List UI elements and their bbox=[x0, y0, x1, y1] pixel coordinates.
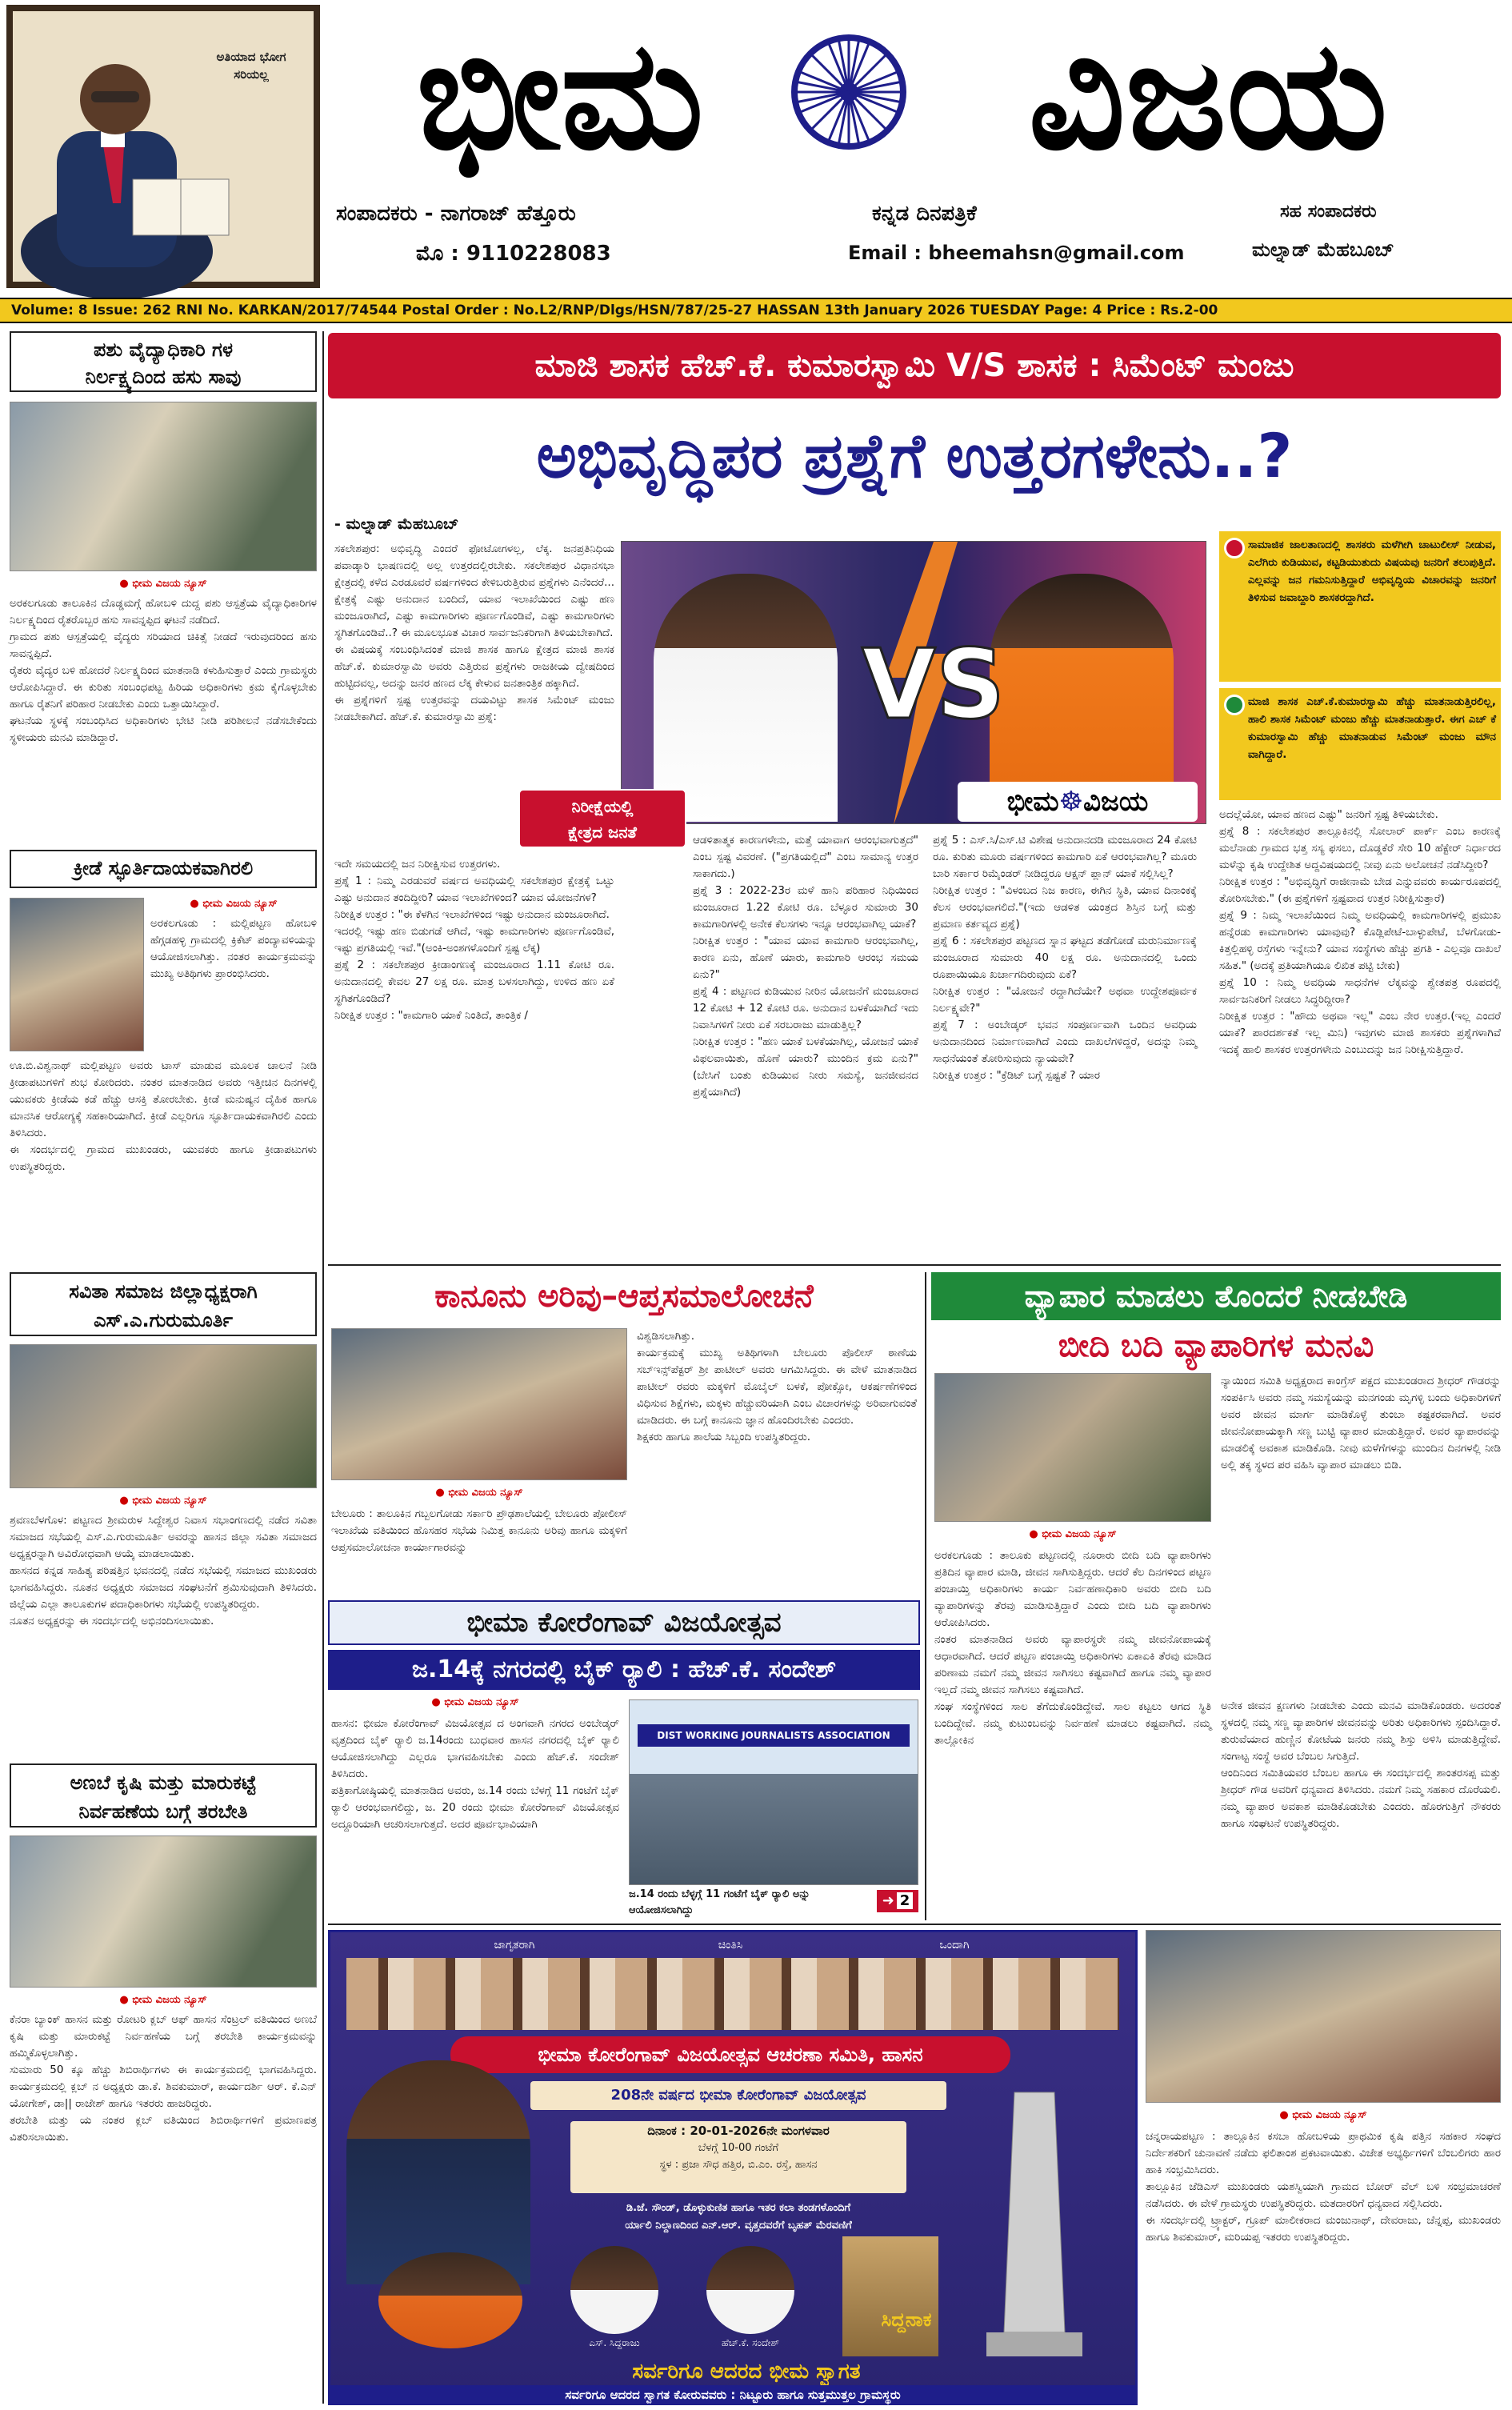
article-body: ಬೇಲೂರು : ತಾಲೂಕಿನ ಗಬ್ಬಲಗೋಡು ಸರ್ಕಾರಿ ಪ್ರೌಢಶಾಲೆಯಲ್ಲಿ ಬೇಲೂರು ಪೋಲೀಸ್ ಇಲಾಖೆಯ ವತಿಯಿಂದ ಹೊಸಹರ ಸಭೆಯ ನಿಮಿತ್ತ ಕಾನೂನು ಅರಿವು ಹಾಗೂ ಮಕ್ಕಳಿಗೆ ಆಪ್ತಸಮಾಲೋಚನಾ ಕಾರ್ಯಾಗಾರವನ್ನು bbox=[331, 1507, 627, 1554]
article-byline: ● ಭೀಮ ವಿಜಯ ನ್ಯೂಸ್ bbox=[119, 578, 207, 590]
article-body: ಅರಕಲಗೂಡು : ಮಲ್ಲಿಪಟ್ಟಣ ಹೋಬಳಿ ಹೆಗ್ಗಡಹಳ್ಳಿ ಗ್ರಾಮದಲ್ಲಿ ಕ್ರಿಕೆಟ್ ಪಂದ್ಯಾವಳಿಯನ್ನು ಆಯೋಜಿಸಲಾಗಿತ್ತು. ನಂತರ ಕಾರ್ಯಕ್ರಮವನ್ನು ಮುಖ್ಯ ಅತಿಥಿಗಳು ಪ್ರಾರಂಭಿಸಿದರು. bbox=[150, 917, 317, 980]
ad-welcome: ಸರ್ವರಿಗೂ ಆದರದ ಭೀಮ ಸ್ವಾಗತ bbox=[632, 2360, 861, 2384]
section-divider bbox=[328, 1924, 1501, 1925]
right-callout-1 bbox=[1219, 531, 1501, 682]
ad-warrior-image bbox=[842, 2236, 938, 2356]
vs-graphic bbox=[621, 541, 1206, 824]
sports-event-photo bbox=[10, 898, 144, 1051]
photo-caption: ಜ.14 ರಂದು ಬೆಳ್ಳಗ್ಗೆ 11 ಗಂಟೆಗೆ ಬೈಕ್ ರ್‍ಯಾಲಿ ಅನ್ನು ಆಯೋಜಿಸಲಾಗಿದ್ದು bbox=[629, 1888, 810, 1916]
ad-tag-right: ಒಂದಾಗಿ bbox=[939, 1939, 970, 1952]
arrow-right-icon: ➜ bbox=[882, 1892, 894, 1909]
vs-caption: ನಿರೀಕ್ಷೆಯಲ್ಲಿ ಕ್ಷೇತ್ರದ ಜನತೆ bbox=[568, 797, 637, 842]
koregaon-title-box bbox=[328, 1600, 920, 1645]
callout-bullet-icon bbox=[1224, 538, 1245, 558]
article-byline: ● ಭೀಮ ವಿಜಯ ನ್ಯೂಸ್ bbox=[435, 1487, 523, 1499]
portrait-caption: ಅತಿಯಾದ ಭೋಗ ಸರಿಯಲ್ಲ bbox=[216, 50, 286, 82]
ad-leaders-row bbox=[346, 1958, 1119, 2030]
brand-overlay-right: ವಿಜಯ bbox=[1083, 786, 1149, 818]
article-body: ಶ್ರವಣಬೆಳಗೊಳ: ಪಟ್ಟಣದ ಶ್ರೀಮರುಳ ಸಿದ್ದೇಶ್ವರ ನಿವಾಸ ಸಭಾಂಗಣದಲ್ಲಿ ನಡೆದ ಸವಿತಾ ಸಮಾಜದ ಸಭೆಯಲ್ಲಿ ಎಸ್.ಎ.ಗುರುಮೂರ್ತಿ ಅವರನ್ನು ಹಾಸನ ಜಿಲ್ಲಾ ಸವಿತಾ ಸಮಾಜದ ಅಧ್ಯಕ್ಷರನ್ನಾಗಿ ಅವಿರೋಧವಾಗಿ ಆಯ್ಕೆ ಮಾಡಲಾಯಿತು. ಹಾಸನದ ಕನ್ನಡ ಸಾಹಿತ್ಯ ಪರಿಷತ್ತಿನ ಭವನದಲ್ಲಿ ನಡೆದ ಸಭೆಯಲ್ಲಿ ಸಮಾಜದ ಮುಖಂಡರು ಭಾಗವಹಿಸಿದ್ದರು. ನೂತನ ಅಧ್ಯಕ್ಷರು ಸಮಾಜದ ಸಂಘಟನೆಗೆ ಶ್ರಮಿಸುವುದಾಗಿ ತಿಳಿಸಿದರು. ಜಿಲ್ಲೆಯ ಎಲ್ಲಾ ತಾಲೂಕುಗಳ ಪದಾಧಿಕಾರಿಗಳು ಸಭೆಯಲ್ಲಿ ಉಪಸ್ಥಿತರಿದ್ದರು. ನೂತನ ಅಧ್ಯಕ್ಷರನ್ನು ಈ ಸಂದರ್ಭದಲ್ಲಿ ಅಭಿನಂದಿಸಲಾಯಿತು. bbox=[10, 1514, 317, 1627]
lead-author: - ಮಲ್ನಾಡ್ ಮೆಹಬೂಬ್ bbox=[334, 515, 459, 533]
vs-text-icon bbox=[854, 630, 1006, 742]
lead-body: ಆಡಳಿತಾತ್ಮಕ ಕಾರಣಗಳೇನು, ಮತ್ತೆ ಯಾವಾಗ ಆರಂಭವಾಗುತ್ತದೆ" ಎಂಬ ಸ್ಪಷ್ಟ ವಿವರಣೆ. ("ಪ್ರಗತಿಯಲ್ಲಿದೆ" ಎಂಬ ಸಾಮಾನ್ಯ ಉತ್ತರ ಸಾಕಾಗದು.) ಪ್ರಶ್ನೆ 3 : 2022-23ರ ಮಳೆ ಹಾನಿ ಪರಿಹಾರ ನಿಧಿಯಿಂದ ಮಂಜೂರಾದ 1.22 ಕೋಟಿ ರೂ. ಬೆಳ್ಳೂರ ಸುಮಾರು 30 ಕಾಮಗಾರಿಗಳಲ್ಲಿ ಅನೇಕ ಕೆಲಸಗಳು ಇನ್ನೂ ಆರಂಭವಾಗಿಲ್ಲ ಯಾಕೆ? ನಿರೀಕ್ಷಿತ ಉತ್ತರ : "ಯಾವ ಯಾವ ಕಾಮಗಾರಿ ಆರಂಭವಾಗಿಲ್ಲ, ಕಾರಣ ಏನು, ಹೊಣೆ ಯಾರು, ಕಾಮಗಾರಿ ಆರಂಭ ಸಮಯ ಏನು?" ಪ್ರಶ್ನೆ 4 : ಪಟ್ಟಣದ ಕುಡಿಯುವ ನೀರಿನ ಯೋಜನೆಗೆ ಮಂಜೂರಾದ 12 ಕೋಟಿ + 12 ಕೋಟಿ ರೂ. ಅನುದಾನ ಬಳಕೆಯಾಗಿದೆ ಇದು ನಿವಾಸಿಗಳಿಗೆ ನೀರು ಏಕೆ ಸರಬರಾಜು ಮಾಡುತ್ತಿಲ್ಲ? ನಿರೀಕ್ಷಿತ ಉತ್ತರ : "ಹಣ ಯಾಕೆ ಬಳಕೆಯಾಗಿಲ್ಲ, ಯೋಜನೆ ಯಾಕೆ ವಿಫಲವಾಯಿತು, ಹೊಣೆ ಯಾರು? ಮುಂದಿನ ಕ್ರಮ ಏನು?" (ಬೇಸಿಗೆ ಬಂತು ಕುಡಿಯುವ ನೀರು ಸಮಸ್ಯೆ, ಜನಜೀವನದ ಪ್ರಶ್ನೆಯಾಗಿದೆ) bbox=[693, 834, 918, 1099]
ad-date: ದಿನಾಂಕ : 20-01-2026ನೇ ಮಂಗಳವಾರ bbox=[647, 2124, 830, 2138]
article-cow-death-heading: ಪಶು ವೈದ್ಯಾಧಿಕಾರಿ ಗಳ ನಿರ್ಲಕ್ಷ್ಯದಿಂದ ಹಸು ಸಾವು bbox=[10, 331, 317, 392]
trade-heading: ವ್ಯಾಪಾರ ಮಾಡಲು ತೊಂದರೆ ನೀಡಬೇಡಿ bbox=[1024, 1279, 1408, 1314]
lead-kicker-bar bbox=[328, 333, 1501, 398]
koregaon-subtitle: ಜ.14ಕ್ಕೆ ನಗರದಲ್ಲಿ ಬೈಕ್ ರ್‍ಯಾಲಿ : ಹೆಚ್.ಕೆ. ಸಂದೇಶ್ bbox=[328, 1650, 920, 1690]
ad-details-panel bbox=[570, 2121, 906, 2193]
press-meet-photo bbox=[629, 1699, 918, 1885]
article-body: ನ್ಯಾಯಿಂದ ಸಮಿತಿ ಅಧ್ಯಕ್ಷರಾದ ಕಾಂಗ್ರೆಸ್ ಪಕ್ಷದ ಮುಖಂಡರಾದ ಶ್ರೀಧರ್ ಗೌಡರನ್ನು ಸಂಪರ್ಕಿಸಿ ಅವರು ನಮ್ಮ ಸಮಸ್ಯೆಯನ್ನು ಮನಗಂಡು ಮೃಗಳ್ಳಿ ಬಂದು ಅಧಿಕಾರಿಗಳಿಗೆ ಅವರ ಜೀವನ ಮಾರ್ಗ ಮಾಡಿಕೊಳ್ಳೆ ತುಂಬಾ ಕಷ್ಟಕರವಾಗಿದೆ. ಅವರ ಜೀವನೋಪಾಯಕ್ಕಾಗಿ ಸಣ್ಣ ಬುಟ್ಟಿ ವ್ಯಾಪಾರ ಮಾಡುತ್ತಿದ್ದಾರೆ. ಅವರ ವ್ಯಾಪಾರವನ್ನು ಮಾಡಲಿಕ್ಕೆ ಅವಕಾಶ ಮಾಡಿಕೊಡಿ. ನೀವು ಮಳೆಗೆಗಳನ್ನು ಮುಂದಿನ ದಿನಗಳಲ್ಲಿ ನೀಡಿ ಅಲ್ಲಿ ತಕ್ಕ ಸ್ಥಳದ ಪರ ವಹಿಸಿ ವ್ಯಾಪಾರ ಮಾಡಲು ಬಿಡಿ. bbox=[1221, 1375, 1501, 1471]
callout-text: ಸಾಮಾಜಿಕ ಜಾಲತಾಣದಲ್ಲಿ ಶಾಸಕರು ಮಳೆಗೀಗಿ ಚಾಟುಲೀಸ್ ನೀಡುವ, ಎಲೆಗಿರು ಕುಡಿಯುವ, ಕಟ್ಟಡಿಯುತುದು ವಿಷಯವು ಜನರಿಗೆ ತಲುಪುತ್ತಿದೆ. ಎಲ್ಲವನ್ನು ಜನ ಗಮನಿಸುತ್ತಿದ್ದಾರೆ ಅಭಿವೃದ್ಧಿಯ ವಿಚಾರವನ್ನು ಜನರಿಗೆ ತಿಳಿಸುವ ಜವಾಬ್ದಾರಿ ಶಾಸಕರದ್ದಾಗಿದೆ. bbox=[1248, 538, 1496, 604]
trade-heading-box bbox=[931, 1272, 1501, 1320]
ad-edition-bar bbox=[530, 2081, 946, 2110]
issue-info: Volume: 8 Issue: 262 RNI No. KARKAN/2017/74544 Postal Order : No.L2/RNP/Dlgs/HSN/787/25-27 HASSAN 13th January 2026 TUESDAY Page: 4 Price : Rs.2-00 bbox=[11, 302, 1218, 318]
ad-tag-mid: ಚಿಂತಿಸಿ bbox=[718, 1939, 743, 1952]
svg-text:VS: VS bbox=[862, 630, 1006, 741]
masthead-email: Email : bheemahsn@gmail.com bbox=[848, 242, 1185, 264]
article-mushroom-heading: ಅಣಬೆ ಕೃಷಿ ಮತ್ತು ಮಾರುಕಟ್ಟೆ ನಿರ್ವಹಣೆಯ ಬಗ್ಗೆ ತರಬೇತಿ bbox=[10, 1763, 317, 1828]
brand-overlay bbox=[958, 782, 1198, 822]
callout-text: ಮಾಜಿ ಶಾಸಕ ಎಚ್.ಕೆ.ಕುಮಾರಸ್ವಾಮಿ ಹೆಚ್ಚು ಮಾತನಾಡುತ್ತಿರಲಿಲ್ಲ, ಹಾಲಿ ಶಾಸಕ ಸಿಮೆಂಟ್ ಮಂಜು ಹೆಚ್ಚು ಮಾತನಾಡುತ್ತಾರೆ. ಈಗ ಎಚ್ ಕೆ ಕುಮಾರಸ್ವಾಮಿ ಹೆಚ್ಚು ಮಾತನಾಡುವ ಸಿಮೆಂಟ್ ಮಂಜು ಮೌನ ವಾಗಿದ್ದಾರೆ. bbox=[1248, 695, 1496, 761]
school-event-photo bbox=[331, 1328, 627, 1480]
lead-body: ಸಕಲೇಶಪುರ: ಅಭಿವೃದ್ಧಿ ಎಂದರೆ ಫೋಟೋಗಳಲ್ಲ, ಲೆಕ್ಕ. ಜನಪ್ರತಿನಿಧಿಯ ಪವಾಡ್ಕಾರಿ ಭಾಷಣದಲ್ಲಿ ಅಲ್ಲ ಉತ್ತರದಲ್ಲಿರಬೇಕು. ಸಕಲೇಶಪುರ ವಿಧಾನಸಭಾ ಕ್ಷೇತ್ರದಲ್ಲಿ ಕಳೆದ ಎರಡೂವರೆ ವರ್ಷಗಳಿಂದ ಕೇಳಿಬರುತ್ತಿರುವ ಪ್ರಶ್ನೆಗಳು ಎನೆಂದರೆ... ಕ್ಷೇತ್ರಕ್ಕೆ ಎಷ್ಟು ಅನುದಾನ ಬಂದಿದೆ, ಯಾವ ಇಲಾಖೆಯಿಂದ ಎಷ್ಟು ಹಣ ಮಂಜೂರಾಗಿದೆ, ಎಷ್ಟು ಕಾಮಗಾರಿಗಳು ಪೂರ್ಣಗೊಂಡಿವೆ, ಎಷ್ಟು ಕಾಮಗಾರಿಗಳು ಸ್ಥಗಿತಗೊಂಡಿವೆ..? ಈ ಮೂಲಭೂತ ವಿಚಾರ ಸಾರ್ವಜನಿಕರಿಗಾಗಿ ತಿಳಿಯಬೇಕಾಗಿದೆ. ಈ ವಿಷಯಕ್ಕೆ ಸಂಬಂಧಿಸಿದಂತೆ ಮಾಜಿ ಶಾಸಕ ಹಾಗೂ ಕ್ಷೇತ್ರದ ಮಾಜಿ ಶಾಸಕ ಹೆಚ್.ಕೆ. ಕುಮಾರಸ್ವಾಮಿ ಅವರು ಎತ್ತಿರುವ ಪ್ರಶ್ನೆಗಳು ರಾಜಕೀಯ ದ್ವೇಷದಿಂದ ಹುಟ್ಟಿದವಲ್ಲ, ಅದನ್ನು ಜನರ ಹಣದ ಲೆಕ್ಕ ಕೇಳುವ ಜನತಾಂತ್ರಿಕ ಹಕ್ಕಾಗಿದೆ. ಈ ಪ್ರಶ್ನೆಗಳಿಗೆ ಸ್ಪಷ್ಟ ಉತ್ತರವನ್ನು ದಯವಿಟ್ಟು ಶಾಸಕ ಸಿಮೆಂಟ್ ಮಂಜು ನೀಡಬೇಕಾಗಿದೆ. ಹೆಚ್.ಕೆ. ಕುಮಾರಸ್ವಾಮಿ ಪ್ರಶ್ನೆ: bbox=[334, 542, 614, 723]
article-sports-heading: ಕ್ರೀಡೆ ಸ್ಫೂರ್ತಿದಾಯಕವಾಗಿರಲಿ bbox=[10, 850, 317, 888]
masthead-title-right: ವಿಜಯ bbox=[1028, 8, 1388, 183]
page-number: 2 bbox=[897, 1892, 914, 1909]
vs-caption-box bbox=[518, 789, 686, 848]
ad-time: ಬೆಳಗ್ಗೆ 10-00 ಗಂಟೆಗೆ bbox=[698, 2142, 779, 2154]
ad-tag-left: ಜಾಗೃತರಾಗಿ bbox=[494, 1939, 535, 1952]
felicitation-photo bbox=[10, 1344, 317, 1488]
victory-pillar-icon bbox=[970, 2092, 1098, 2356]
article-byline: ● ಭೀಮ ವಿಜಯ ನ್ಯೂಸ್ bbox=[119, 1994, 207, 2006]
editor-name: ಸಂಪಾದಕರು - ನಾಗರಾಜ್ ಹೆತ್ತೂರು bbox=[336, 202, 576, 226]
right-callout-2 bbox=[1219, 688, 1501, 800]
ad-org: ಭೀಮಾ ಕೋರೆಂಗಾವ್ ವಿಜಯೋತ್ಸವ ಆಚರಣಾ ಸಮಿತಿ, ಹಾಸನ bbox=[538, 2044, 923, 2066]
left-column bbox=[10, 331, 317, 2405]
article-body: ವಿಶ್ವಡಿಸಲಾಗಿತ್ತು. ಕಾರ್ಯಕ್ರಮಕ್ಕೆ ಮುಖ್ಯ ಅತಿಥಿಗಳಾಗಿ ಬೇಲೂರು ಪೊಲೀಸ್ ಠಾಣೆಯ ಸಬ್‌ಇನ್ಸ್‌ಪೆಕ್ಟರ್ ಶ್ರೀ ಪಾಟೀಲ್ ಅವರು ಆಗಮಿಸಿದ್ದರು. ಈ ವೇಳೆ ಮಾತನಾಡಿದ ಪಾಟೀಲ್ ರವರು ಮಕ್ಕಳಿಗೆ ಮೊಬೈಲ್ ಬಳಕೆ, ಪೋಕ್ಸೋ, ಆಕರ್ಷಣೆಗಳಿಂದ ವಿಧಿಸುವ ಶಿಕ್ಷೆಗಳು, ಮಕ್ಕಳು ಹೆಚ್ಚುವರಿಯಾಗಿ ಎಂಬ ವಿಚಾರಗಳನ್ನು ಅರಿವಾಗುವಂತೆ ಮಾಡಿದರು. ಈ ಬಗ್ಗೆ ಕಾನೂನು ಜ್ಞಾನ ಹೊಂದಿರಬೇಕು ಎಂದರು. ಶಿಕ್ಷಕರು ಹಾಗೂ ಶಾಲೆಯ ಸಿಬ್ಬಂದಿ ಉಪಸ್ಥಿತರಿದ್ದರು. bbox=[637, 1330, 917, 1443]
article-body: ಕೆನರಾ ಬ್ಯಾಂಕ್ ಹಾಸನ ಮತ್ತು ರೋಟರಿ ಕ್ಲಬ್ ಆಫ್ ಹಾಸನ ಸೆಂಟ್ರಲ್ ವತಿಯಿಂದ ಅಣಬೆ ಕೃಷಿ ಮತ್ತು ಮಾರುಕಟ್ಟೆ ನಿರ್ವಹಣೆಯ ಬಗ್ಗೆ ತರಬೇತಿ ಕಾರ್ಯಕ್ರಮವನ್ನು ಹಮ್ಮಿಕೊಳ್ಳಲಾಗಿತ್ತು. ಸುಮಾರು 50 ಕ್ಕೂ ಹೆಚ್ಚು ಶಿಬಿರಾರ್ಥಿಗಳು ಈ ಕಾರ್ಯಕ್ರಮದಲ್ಲಿ ಭಾಗವಹಿಸಿದ್ದರು. ಕಾರ್ಯಕ್ರಮದಲ್ಲಿ ಕ್ಲಬ್ ನ ಅಧ್ಯಕ್ಷರು ಡಾ.ಕೆ. ಶಿವಕುಮಾರ್, ಕಾರ್ಯದರ್ಶಿ ಆರ್. ಕೆ.ಎನ್ ಯೋಗೇಶ್, ಡಾ|| ರಾಜೇಶ್ ಹಾಗೂ ಇತರರು ಹಾಜರಿದ್ದರು. ತರಬೇತಿ ಮತ್ತು ಯ ನಂತರ ಕ್ಲಬ್ ವತಿಯಿಂದ ಶಿಬಿರಾರ್ಥಿಗಳಿಗೆ ಪ್ರಮಾಣಪತ್ರ ವಿತರಿಸಲಾಯಿತು. bbox=[10, 2013, 317, 2144]
article-body: ಚನ್ನರಾಯಪಟ್ಟಣ : ತಾಲ್ಲೂಕಿನ ಕಸಬಾ ಹೋಬಳಿಯ ಪ್ರಾಥಮಿಕ ಕೃಷಿ ಪತ್ತಿನ ಸಹಕಾರ ಸಂಘದ ನಿರ್ದೇಶಕರಿಗೆ ಚುನಾವಣೆ ನಡೆದು ಫಲಿತಾಂಶ ಪ್ರಕಟವಾಯಿತು. ವಿಜೇತ ಅಭ್ಯರ್ಥಿಗಳಿಗೆ ಬೆಂಬಲಿಗರು ಹಾರ ಹಾಕಿ ಸಂಭ್ರಮಿಸಿದರು. ತಾಲ್ಲೂಕಿನ ಜೆಡಿಎಸ್ ಮುಖಂಡರು ಯಶಸ್ವಿಯಾಗಿ ಗ್ರಾಮದ ಬೋರ್ ವೆಲ್ ಬಳಿ ಸಂಭ್ರಮಾಚರಣೆ ನಡೆಸಿದರು. ಈ ವೇಳೆ ಗ್ರಾಮಸ್ಥರು ಉಪಸ್ಥಿತರಿದ್ದರು. ಮತದಾರರಿಗೆ ಧನ್ಯವಾದ ಸಲ್ಲಿಸಿದರು. ಈ ಸಂದರ್ಭದಲ್ಲಿ ಟ್ರ್ಯಾಕ್ಟರ್, ಗ್ರೂಪ್ ಮಾಲೀಕರಾದ ಮಂಜುನಾಥ್, ದೇವರಾಜು, ಚೆನ್ನಪ್ಪ, ಮುಖಂಡರು ಹಾಗೂ ಶಿವಕುಮಾರ್, ಮರಿಯಪ್ಪ ಇತರರು ಉಪಸ್ಥಿತರಿದ್ದರು. bbox=[1146, 2130, 1501, 2244]
article-byline: ● ಭೀಮ ವಿಜಯ ನ್ಯೂಸ್ bbox=[119, 1495, 207, 1507]
paper-type: ಕನ್ನಡ ದಿನಪತ್ರಿಕೆ bbox=[872, 202, 977, 226]
article-byline: ● ಭೀಮ ವಿಜಯ ನ್ಯೂಸ್ bbox=[1029, 1528, 1117, 1540]
column-divider bbox=[925, 1272, 926, 1920]
co-editor-name: ಮಲ್ನಾಡ್ ಮೆಹಬೂಬ್ bbox=[1252, 238, 1394, 261]
chakra-mini-icon: ☸ bbox=[1058, 786, 1084, 818]
ad-footer: ಸರ್ವರಿಗೂ ಆದರದ ಸ್ವಾಗತ ಕೋರುವವರು : ನಿಟ್ಟೂರು ಹಾಗೂ ಸುತ್ತಮುತ್ತಲ ಗ್ರಾಮಸ್ಥರು bbox=[330, 2385, 1135, 2404]
info-strip bbox=[0, 298, 1512, 323]
ad-person-photo bbox=[706, 2246, 794, 2334]
ad-person-photo bbox=[378, 2252, 522, 2348]
continued-page-marker[interactable] bbox=[877, 1890, 918, 1912]
election-celebration-photo bbox=[1146, 1930, 1501, 2103]
lead-body: ಪ್ರಶ್ನೆ 5 : ಎಸ್.ಸಿ/ಎಸ್.ಟಿ ವಿಶೇಷ ಅನುದಾನದಡಿ ಮಂಜೂರಾದ 24 ಕೋಟಿ ರೂ. ಕುರಿತು ಮೂರು ವರ್ಷಗಳಿಂದ ಕಾಮಗಾರಿ ಏಕೆ ಆರಂಭವಾಗಿಲ್ಲ? ಮೂರು ಬಾರಿ ಸರ್ಕಾರ ರಿಮೈಂಡರ್ ನೀಡಿದ್ದರೂ ಆಕ್ಷನ್ ಪ್ಲಾನ್ ಯಾಕೆ ಸಲ್ಲಿಸಿಲ್ಲ? ನಿರೀಕ್ಷಿತ ಉತ್ತರ : "ವಿಳಂಬದ ನಿಜ ಕಾರಣ, ಈಗಿನ ಸ್ಥಿತಿ, ಯಾವ ದಿನಾಂಕಕ್ಕೆ ಕೆಲಸ ಆರಂಭವಾಗಲಿದೆ."(ಇದು ಆಡಳಿತ ಯಂತ್ರದ ಶಿಸ್ತಿನ ಬಗ್ಗೆ ಮತ್ತು ಪ್ರಮಾಣ ಕರ್ತವ್ಯದ ಪ್ರಶ್ನೆ) ಪ್ರಶ್ನೆ 6 : ಸಕಲೇಶಪುರ ಪಟ್ಟಣದ ಸ್ನಾನ ಘಟ್ಟದ ತಡೆಗೋಡೆ ಮರುನಿರ್ಮಾಣಕ್ಕೆ ಮಂಜೂರಾದ ಸುಮಾರು 40 ಲಕ್ಷ ರೂ. ಅನುದಾನದಲ್ಲಿ ಒಂದು ರೂಪಾಯಿಯೂ ಖರ್ಚಾಗದಿರುವುದು ಏಕೆ? ನಿರೀಕ್ಷಿತ ಉತ್ತರ : "ಯೋಜನೆ ರದ್ದಾಗಿದೆಯೇ? ಅಥವಾ ಉದ್ದೇಶಪೂರ್ವಕ ನಿರ್ಲಕ್ಷ್ಯವೇ?" ಪ್ರಶ್ನೆ 7 : ಅಂಬೇಡ್ಕರ್ ಭವನ ಸಂಪೂರ್ಣವಾಗಿ ಒಂದಿನ ಅವಧಿಯ ಅನುದಾನದಿಂದ ನಿರ್ಮಾಣವಾಗಿದೆ ಎಂದು ದಾಖಲೆಗಳಿದ್ದರೆ, ಅದನ್ನು ನಿಮ್ಮ ಸಾಧನೆಯಂತೆ ತೋರಿಸುವುದು ನ್ಯಾಯವೇ? ನಿರೀಕ್ಷಿತ ಉತ್ತರ : "ಕ್ರೆಡಿಟ್ ಬಗ್ಗೆ ಸ್ಪಷ್ಟತೆ ? ಯಾರ bbox=[933, 834, 1197, 1082]
portrait-frame bbox=[6, 5, 320, 288]
law-heading: ಕಾನೂನು ಅರಿವು–ಆಪ್ತಸಮಾಲೋಚನೆ bbox=[434, 1278, 814, 1315]
ad-venue: ಸ್ಥಳ : ಪ್ರಜಾ ಸೌಧ ಹತ್ತಿರ, ಬಿ.ಎಂ. ರಸ್ತೆ, ಹಾಸನ bbox=[659, 2159, 818, 2171]
lead-headline: ಅಭಿವೃದ್ಧಿಪರ ಪ್ರಶ್ನೆಗೆ ಉತ್ತರಗಳೇನು..? bbox=[536, 420, 1293, 491]
vendors-photo bbox=[934, 1373, 1211, 1522]
article-body: ಊ.ಬಿ.ವಿಶ್ವನಾಥ್ ಮಲ್ಲಿಪಟ್ಟಣ ಅವರು ಟಾಸ್ ಮಾಡುವ ಮೂಲಕ ಚಾಲನೆ ನೀಡಿ ಕ್ರೀಡಾಪಟುಗಳಿಗೆ ಶುಭ ಕೋರಿದರು. ನಂತರ ಮಾತನಾಡಿದ ಅವರು ಇತ್ತೀಚಿನ ದಿನಗಳಲ್ಲಿ ಯುವಕರು ಕ್ರೀಡೆಯ ಕಡೆ ಹೆಚ್ಚು ಆಸಕ್ತಿ ತೋರಬೇಕು. ಕ್ರೀಡೆ ಮನುಷ್ಯನ ದೈಹಿಕ ಹಾಗೂ ಮಾನಸಿಕ ಆರೋಗ್ಯಕ್ಕೆ ಸಹಕಾರಿಯಾಗಿದೆ. ಕ್ರೀಡೆ ಎಲ್ಲರಿಗೂ ಸ್ಫೂರ್ತಿದಾಯಕವಾಗಿರಲಿ ಎಂದು ತಿಳಿಸಿದರು. ಈ ಸಂದರ್ಭದಲ್ಲಿ ಗ್ರಾಮದ ಮುಖಂಡರು, ಯುವಕರು ಹಾಗೂ ಕ್ರೀಡಾಪಟುಗಳು ಉಪಸ್ಥಿತರಿದ್ದರು. bbox=[10, 1059, 317, 1173]
ashoka-chakra-icon bbox=[789, 32, 909, 152]
lead-body: ಇದೇ ಸಮಯದಲ್ಲಿ ಜನ ನಿರೀಕ್ಷಿಸುವ ಉತ್ತರಗಳು. ಪ್ರಶ್ನೆ 1 : ನಿಮ್ಮ ಎರಡುವರೆ ವರ್ಷದ ಅವಧಿಯಲ್ಲಿ ಸಕಲೇಶಪುರ ಕ್ಷೇತ್ರಕ್ಕೆ ಒಟ್ಟು ಎಷ್ಟು ಅನುದಾನ ತಂದಿದ್ದೀರಿ? ಯಾವ ಇಲಾಖೆಗಳಿಂದ? ಯಾವ ಯೋಜನೆಗಳ? ನಿರೀಕ್ಷಿತ ಉತ್ತರ : "ಈ ಕೆಳಗಿನ ಇಲಾಖೆಗಳಿಂದ ಇಷ್ಟು ಅನುದಾನ ಮಂಜೂರಾಗಿದೆ. ಇದರಲ್ಲಿ ಇಷ್ಟು ಹಣ ಬಿಡುಗಡೆ ಆಗಿದೆ, ಇಷ್ಟು ಕಾಮಗಾರಿಗಳು ಪೂರ್ಣಗೊಂಡಿವೆ, ಇಷ್ಟು ಪ್ರಗತಿಯಲ್ಲಿ ಇವೆ."(ಅಂಕಿ-ಅಂಶಗಳೊಂದಿಗೆ ಸ್ಪಷ್ಟ ಲೆಕ್ಕ) ಪ್ರಶ್ನೆ 2 : ಸಕಲೇಶಪುರ ಕ್ರೀಡಾಂಗಣಕ್ಕೆ ಮಂಜೂರಾದ 1.11 ಕೋಟಿ ರೂ. ಅನುದಾನದಲ್ಲಿ ಕೇವಲ 27 ಲಕ್ಷ ರೂ. ಮಾತ್ರ ಬಳಸಲಾಗಿದ್ದು, ಉಳಿದ ಹಣ ಏಕೆ ಸ್ಥಗಿತಗೊಂಡಿದೆ? ನಿರೀಕ್ಷಿತ ಉತ್ತರ : "ಕಾಮಗಾರಿ ಯಾಕೆ ನಿಂತಿದೆ, ತಾಂತ್ರಿಕ / bbox=[334, 858, 614, 1022]
lead-kicker: ಮಾಜಿ ಶಾಸಕ ಹೆಚ್.ಕೆ. ಕುಮಾರಸ್ವಾಮಿ V/S ಶಾಸಕ : ಸಿಮೆಂಟ್ ಮಂಜು bbox=[534, 347, 1294, 384]
co-editor-label: ಸಹ ಸಂಪಾದಕರು bbox=[1280, 202, 1377, 222]
article-body: ಅರಕಲಗೂಡು : ತಾಲೂಕು ಪಟ್ಟಣದಲ್ಲಿ ನೂರಾರು ಬೀದಿ ಬದಿ ವ್ಯಾಪಾರಿಗಳು ಪ್ರತಿದಿನ ವ್ಯಾಪಾರ ಮಾಡಿ, ಜೀವನ ಸಾಗಿಸುತ್ತಿದ್ದರು. ಆದರೆ ಕೆಲ ದಿನಗಳಿಂದ ಪಟ್ಟಣ ಪಂಚಾಯ್ತಿ ಅಧಿಕಾರಿಗಳು ಕಾರ್ಯ ನಿರ್ವಹಣಾಧಿಕಾರಿ ಅವರು ಬೀದಿ ಬದಿ ವ್ಯಾಪಾರಿಗಳನ್ನು ತೆರವು ಮಾಡಿಸುತ್ತಿದ್ದಾರೆ ಎಂದು ಬೀದಿ ಬದಿ ವ್ಯಾಪಾರಿಗಳು ಆರೋಪಿಸಿದರು. ನಂತರ ಮಾತನಾಡಿದ ಅವರು ವ್ಯಾಪಾರಸ್ಥರೇ ನಮ್ಮ ಜೀವನೋಪಾಯಕ್ಕೆ ಆಧಾರವಾಗಿದೆ. ಆದರೆ ಪಟ್ಟಣ ಪಂಚಾಯ್ತಿ ಅಧಿಕಾರಿಗಳು ಏಕಾಏಕಿ ತೆರವು ಮಾಡಿದ ಪರಿಣಾಮ ನಮಗೆ ನಮ್ಮ ಜೀವನ ಸಾಗಿಸಲು ಕಷ್ಟವಾಗಿದೆ ಹಾಗೂ ನಮ್ಮ ವ್ಯಾಪಾರ ಇಲ್ಲದೆ ನಮ್ಮ ಜೀವನ ಸಾಗಿಸಲು ಕಷ್ಟವಾಗಿದೆ. ಸಂಘ ಸಂಸ್ಥೆಗಳಿಂದ ಸಾಲ ತೆಗೆದುಕೊಂಡಿದ್ದೇವೆ. ಸಾಲ ಕಟ್ಟಲು ಆಗದ ಸ್ಥಿತಿ ಬಂದಿದ್ದೇವೆ. ನಮ್ಮ ಕುಟುಂಬವನ್ನು ನಿರ್ವಹಣೆ ಮಾಡಲು ಕಷ್ಟವಾಗಿದೆ. ನಮ್ಮ ತಾಲ್ಲೋಕಿನ bbox=[934, 1549, 1211, 1747]
ad-warrior-name: ಸಿದ್ದನಾಕ bbox=[881, 2308, 932, 2331]
cow-photo bbox=[10, 402, 317, 571]
koregaon-title: ಭೀಮಾ ಕೋರೆಂಗಾವ್ ವಿಜಯೋತ್ಸವ bbox=[466, 1607, 782, 1639]
koregaon-ad bbox=[328, 1930, 1138, 2405]
section-divider bbox=[328, 1264, 1501, 1266]
photo-banner-text: DIST WORKING JOURNALISTS ASSOCIATION bbox=[638, 1724, 910, 1747]
article-savitha-heading: ಸವಿತಾ ಸಮಾಜ ಜಿಲ್ಲಾಧ್ಯಕ್ಷರಾಗಿ ಎಸ್.ಎ.ಗುರುಮೂರ್ತಿ bbox=[10, 1272, 317, 1336]
right-column-body: ಅದಲ್ಲೆಯೋ, ಯಾವ ಹಣದ ಎಷ್ಟು" ಜನರಿಗೆ ಸ್ಪಷ್ಟ ತಿಳಿಯಬೇಕು. ಪ್ರಶ್ನೆ 8 : ಸಕಲೇಶಪುರ ತಾಲ್ಲೂಕಿನಲ್ಲಿ ಸೋಲಾರ್ ಪಾರ್ಕ್ ಎಂಬ ಕಾರಣಕ್ಕೆ ಮಲೆನಾಡು ಗ್ರಾಮದ ಭತ್ತ ಸಸ್ಯ ಫಸಲು, ದೊಡ್ಡಕೆರೆ ಸೇರಿ 10 ಹೆಕ್ಟೇರ್ ನಿರ್ಧಾರದ ಮಳೆನ್ನು ಕೃಷಿ ಉದ್ದೇಶಿತ ಅದ್ದವಿಷಯದಲ್ಲಿ ನೀವು ಏನು ಅಲೋಚನೆ ನಡೆಸಿದ್ದೀರಿ? ನಿರೀಕ್ಷಿತ ಉತ್ತರ : "ಅಭಿವೃದ್ಧಿಗೆ ರಾಜೀನಾಮೆ ಬೇಡ ಎನ್ನುವವರು ಕಾರ್ಯರೂಪದಲ್ಲಿ ತೋರಿಸಬೇಕು." (ಈ ಪ್ರಶ್ನೆಗಳಿಗೆ ಸ್ಪಷ್ಟವಾದ ಉತ್ತರ ನಿರೀಕ್ಷಿಸುತ್ತಾರೆ) ಪ್ರಶ್ನೆ 9 : ನಿಮ್ಮ ಇಲಾಖೆಯಿಂದ ನಿಮ್ಮ ಅವಧಿಯಲ್ಲಿ ಕಾಮಗಾರಿಗಳಲ್ಲಿ ಪ್ರಮುಖ ಹನ್ನೆರಡು ಕಾಮಗಾರಿಗಳು ಯಾವುವು? ಕೊಡ್ಲಿಪೇಟೆ-ಬಾಳ್ಳುಪೇಟೆ, ಬೆಳಗೋಡು-ಕಿತ್ತಲ್ಲಿಹಳ್ಳಿ ರಸ್ತೆಗಳು ಇನ್ನೇನು? ಯಾವ ಸಂಸ್ಥೆಗಳು ಹೆಚ್ಚು ಪ್ರಗತಿ - ಎಲ್ಲವೂ ದಾಖಲೆ ಸಹಿತ." (ಅದಕ್ಕೆ ಪ್ರತಿಯಾಗಿಯೂ ಲಿಖಿತ ಪಟ್ಟಿ ಬೇಕು) ಪ್ರಶ್ನೆ 10 : ನಿಮ್ಮ ಅವಧಿಯ ಸಾಧನೆಗಳ ಲೆಕ್ಕವನ್ನು ಶ್ವೇತಪತ್ರ ರೂಪದಲ್ಲಿ ಸಾರ್ವಜನಿಕರಿಗೆ ನೀಡಲು ಸಿದ್ಧರಿದ್ದೀರಾ? ನಿರೀಕ್ಷಿತ ಉತ್ತರ : "ಹೌದು ಅಥವಾ ಇಲ್ಲ" ಎಂಬ ನೇರ ಉತ್ತರ.(ಇಲ್ಲ ಎಂದರೆ ಯಾಕೆ? ಪಾರದರ್ಶಕತೆ ಇಲ್ಲ ಮಿನಿ) ಇವುಗಳು ಮಾಜಿ ಶಾಸಕರು ಪ್ರಶ್ನೆಗಳಾಗಿವೆ ಇದಕ್ಕೆ ಹಾಲಿ ಶಾಸಕರ ಉತ್ತರಗಳೇನು ಎಂಬುದನ್ನು ಜನ ನಿರೀಕ್ಷಿಸುತ್ತಿದ್ದಾರೆ. bbox=[1219, 808, 1501, 1056]
training-group-photo bbox=[10, 1836, 317, 1988]
ad-ambedkar-image bbox=[346, 2060, 530, 2284]
callout-bullet-icon bbox=[1224, 695, 1245, 715]
article-byline: ● ಭೀಮ ವಿಜಯ ನ್ಯೂಸ್ bbox=[1279, 2109, 1367, 2121]
ad-edition: 208ನೇ ವರ್ಷದ ಭೀಮಾ ಕೋರೆಂಗಾವ್ ವಿಜಯೋತ್ಸವ bbox=[610, 2087, 866, 2104]
brand-overlay-left: ಭೀಮ bbox=[1006, 786, 1059, 818]
masthead-title-left: ಭೀಮ bbox=[416, 8, 704, 183]
column-divider bbox=[322, 331, 324, 2404]
article-body: ಅರಕಲಗೂಡು ತಾಲೂಕಿನ ದೊಡ್ಡಮಗ್ಗೆ ಹೋಬಳಿ ದುದ್ದ ಪಶು ಆಸ್ಪತ್ರೆಯ ವೈದ್ಯಾಧಿಕಾರಿಗಳ ನಿರ್ಲಕ್ಷ್ಯದಿಂದ ರೈತರೊಬ್ಬರ ಹಸು ಸಾವನ್ನಪ್ಪಿದ ಘಟನೆ ನಡೆದಿದೆ. ಗ್ರಾಮದ ಪಶು ಆಸ್ಪತ್ರೆಯಲ್ಲಿ ವೈದ್ಯರು ಸರಿಯಾದ ಚಿಕಿತ್ಸೆ ನೀಡದೆ ಇರುವುದರಿಂದ ಹಸು ಸಾವನ್ನಪ್ಪಿದೆ. ರೈತರು ವೈದ್ಯರ ಬಳಿ ಹೋದರೆ ನಿರ್ಲಕ್ಷ್ಯದಿಂದ ಮಾತನಾಡಿ ಕಳುಹಿಸುತ್ತಾರೆ ಎಂದು ಗ್ರಾಮಸ್ಥರು ಆರೋಪಿಸಿದ್ದಾರೆ. ಈ ಕುರಿತು ಸಂಬಂಧಪಟ್ಟ ಹಿರಿಯ ಅಧಿಕಾರಿಗಳು ಕ್ರಮ ಕೈಗೊಳ್ಳಬೇಕು ಹಾಗೂ ರೈತನಿಗೆ ಪರಿಹಾರ ನೀಡಬೇಕು ಎಂದು ಒತ್ತಾಯಿಸಿದ್ದಾರೆ. ಘಟನೆಯ ಸ್ಥಳಕ್ಕೆ ಸಂಬಂಧಿಸಿದ ಅಧಿಕಾರಿಗಳು ಭೇಟಿ ನೀಡಿ ಪರಿಶೀಲನೆ ನಡೆಸಬೇಕೆಂದು ಸ್ಥಳೀಯರು ಮನವಿ ಮಾಡಿದ್ದಾರೆ. bbox=[10, 597, 317, 744]
article-byline: ● ಭೀಮ ವಿಜಯ ನ್ಯೂಸ್ bbox=[431, 1696, 519, 1708]
article-byline: ● ಭೀಮ ವಿಜಯ ನ್ಯೂಸ್ bbox=[190, 898, 278, 910]
ad-org-bar bbox=[450, 2036, 1010, 2073]
ad-program: ಡಿ.ಜೆ. ಸೌಂಡ್, ಡೊಳ್ಳುಕುಣಿತ ಹಾಗೂ ಇತರ ಕಲಾ ತಂಡಗಳೊಂದಿಗೆ ರ್ಯಾಲಿ ನಿಲ್ದಾಣದಿಂದ ಎನ್.ಆರ್. ವೃತ್ತದವರೆಗೆ ಬೃಹತ್ ಮೆರವಣಿಗೆ bbox=[625, 2202, 852, 2232]
ad-person-name: ಹೆಚ್.ಕೆ. ಸಂದೇಶ್ bbox=[721, 2337, 780, 2348]
ad-person-name: ಎಸ್. ಸಿದ್ದರಾಜು bbox=[589, 2337, 640, 2348]
editor-phone: ಮೊ : 9110228083 bbox=[416, 242, 611, 266]
article-body: ಅನೇಕ ಜೀವನ ಕ್ಷಣಗಳು ನೀಡಬೇಕು ಎಂದು ಮನವಿ ಮಾಡಿಕೊಂಡರು. ಅದರಂತೆ ಸ್ಥಳದಲ್ಲಿ ನಮ್ಮ ಸಣ್ಣ ವ್ಯಾಪಾರಿಗಳ ಜೀವನವನ್ನು ಅರಿತು ಅಧಿಕಾರಿಗಳು ಸ್ಪಂದಿಸಿದ್ದಾರೆ. ತುರುವೆಯಾದ ಹುಣ್ಣಿನ ಕೋಟೆಯ ಜನರು ನಮ್ಮ ಶಿಸ್ತು ಅಳಿಸಿ ಮಾಡುತ್ತಿದ್ದೇವೆ. ಸಂಗಾಟ್ಟ ಸಂಸ್ಥೆ ಅವರ ಬೆಂಬಲ ಸಿಗುತ್ತಿದೆ. ಆಂದಿನಿಂದ ಸಮಿತಿಯವರ ಬೆಂಬಲ ಹಾಗೂ ಈ ಸಂದರ್ಭದಲ್ಲಿ ಶಾಂತರಸಪ್ಪ ಮತ್ತು ಶ್ರೀಧರ್ ಗೌಡ ಅವರಿಗೆ ಧನ್ಯವಾದ ತಿಳಿಸಿದರು. ನಮಗೆ ನಿಮ್ಮ ಸಹಕಾರ ದೊರೆಯಲಿ. ನಮ್ಮ ವ್ಯಾಪಾರ ಅವಕಾಶ ಮಾಡಿಕೊಡಬೇಕು ಎಂದರು. ಹೊರಗುತ್ತಿಗೆ ನೌಕರರು ಹಾಗೂ ಸಂಘಟನೆ ಉಪಸ್ಥಿತರಿದ್ದರು. bbox=[1221, 1699, 1501, 1830]
ad-person-photo bbox=[570, 2246, 658, 2334]
masthead bbox=[0, 0, 1512, 298]
trade-subheading: ಬೀದಿ ಬದಿ ವ್ಯಾಪಾರಿಗಳ ಮನವಿ bbox=[1058, 1327, 1374, 1364]
politician-left-photo bbox=[654, 574, 838, 822]
article-body: ಹಾಸನ: ಭೀಮಾ ಕೋರೆಂಗಾವ್ ವಿಜಯೋತ್ಸವ ದ ಅಂಗವಾಗಿ ನಗರದ ಅಂಬೇಡ್ಕರ್ ವೃತ್ತದಿಂದ ಬೈಕ್ ರ್‍ಯಾಲಿ ಜ.14ರಂದು ಬುಧವಾರ ಹಾಸನ ನಗರದಲ್ಲಿ ಬೈಕ್ ರ್‍ಯಾಲಿ ಆಯೋಜಿಸಲಾಗಿದ್ದು ಎಲ್ಲರೂ ಭಾಗವಹಿಸಬೇಕು ಎಂದು ಹೆಚ್.ಕೆ. ಸಂದೇಶ್ ತಿಳಿಸಿದರು. ಪತ್ರಿಕಾಗೋಷ್ಠಿಯಲ್ಲಿ ಮಾತನಾಡಿದ ಅವರು, ಜ.14 ರಂದು ಬೆಳಗ್ಗೆ 11 ಗಂಟೆಗೆ ಬೈಕ್ ರ್‍ಯಾಲಿ ಆರಂಭವಾಗಲಿದ್ದು, ಜ. 20 ರಂದು ಭೀಮಾ ಕೋರೆಂಗಾವ್ ವಿಜಯೋತ್ಸವ ಅದ್ದೂರಿಯಾಗಿ ಆಚರಿಸಲಾಗುತ್ತದೆ. ಅದರ ಪೂರ್ವಭಾವಿಯಾಗಿ bbox=[331, 1717, 619, 1831]
